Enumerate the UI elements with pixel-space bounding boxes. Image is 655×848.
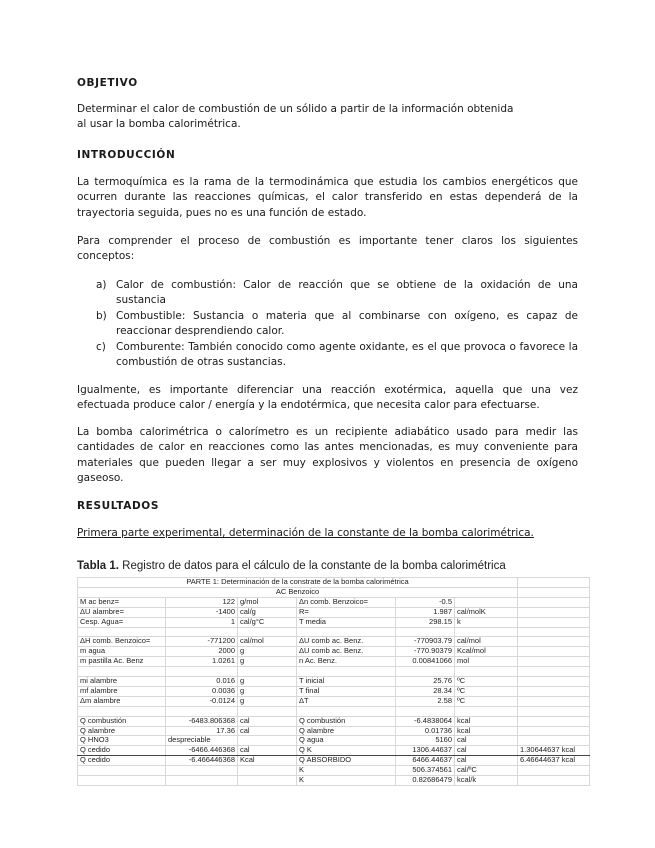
table-cell [238, 776, 297, 786]
list-item-text: Combustible: Sustancia o materia que al combinarse con oxígeno, es capaz de reaccionar desprendiendo calor. [116, 310, 578, 337]
table-row [78, 756, 590, 766]
table-cell: -1400 [166, 607, 238, 617]
table-cell [518, 627, 590, 637]
table-cell: 298.15 [396, 617, 455, 627]
table-cell [297, 667, 396, 677]
table-cell [396, 627, 455, 637]
table-row [78, 736, 590, 746]
table-cell: -6.466446368 [166, 756, 238, 766]
table-cell [78, 667, 166, 677]
table-cell [518, 776, 590, 786]
table-cell: -6.4838064 [396, 716, 455, 726]
table-cell: 0.01736 [396, 726, 455, 736]
table-cell [518, 736, 590, 746]
table-cell [518, 657, 590, 667]
table-cell: mol [455, 657, 518, 667]
table-cell: cal/g [238, 607, 297, 617]
table-cell: 506.374561 [396, 766, 455, 776]
concept-item-a [96, 278, 578, 308]
table-cell: ºC [455, 696, 518, 706]
table-cell [518, 726, 590, 736]
list-item-text: Comburente: También conocido como agente oxidante, es el que provoca o favorece la combustión de otras sustancias. [116, 341, 578, 368]
table-row [78, 667, 590, 677]
table-cell: 6466.44637 [396, 756, 455, 766]
table-cell: ΔH comb. Benzoico= [78, 637, 166, 647]
table-cell: Q cedido [78, 756, 166, 766]
list-marker: c) [96, 341, 106, 353]
table-cell: T final [297, 686, 396, 696]
table-caption [77, 560, 506, 572]
table-row [78, 657, 590, 667]
table-cell: 1.30644637 kcal [518, 746, 590, 756]
table-row [78, 706, 590, 716]
table-cell: -0.0124 [166, 696, 238, 706]
table-cell: M ac benz= [78, 597, 166, 607]
table-cell [455, 597, 518, 607]
table-row [78, 647, 590, 657]
table-cell: 28.34 [396, 686, 455, 696]
table-cell: cal [455, 746, 518, 756]
table-row [78, 716, 590, 726]
table-cell: -6466.446368 [166, 746, 238, 756]
table-row [78, 637, 590, 647]
table-cell [297, 627, 396, 637]
table-cell: cal [455, 756, 518, 766]
table-cell: Q cedido [78, 746, 166, 756]
table-cell: cal/ºC [455, 766, 518, 776]
intro-paragraph-1: La termoquímica es la rama de la termodinámica que estudia los cambios energéticos que ocurren durante las reacciones químicas, el calor transferido en estas dependerá de la trayectoria seguida, pues no es una función de estado. [77, 176, 578, 219]
table-cell: 0.82686479 [396, 776, 455, 786]
table-cell: 0.00841066 [396, 657, 455, 667]
table-cell: ºC [455, 686, 518, 696]
table-cell [166, 667, 238, 677]
table-cell [518, 647, 590, 657]
table-cell: cal [238, 746, 297, 756]
table-row [78, 776, 590, 786]
objetivo-text [77, 102, 578, 133]
table-cell [455, 706, 518, 716]
table-cell: ΔU comb ac. Benz. [297, 647, 396, 657]
table-cell: 17.36 [166, 726, 238, 736]
table-caption-label: Tabla 1. [77, 560, 119, 572]
table-cell: 5160 [396, 736, 455, 746]
table-cell [455, 627, 518, 637]
table-cell: Q agua [297, 736, 396, 746]
table-cell: ΔT [297, 696, 396, 706]
table-title-row [78, 578, 590, 588]
table-cell: -770.90379 [396, 647, 455, 657]
table-cell [78, 766, 166, 776]
table-cell: cal/molK [455, 607, 518, 617]
table-cell [166, 776, 238, 786]
table-cell [518, 677, 590, 687]
table-row [78, 607, 590, 617]
table-cell: 0.016 [166, 677, 238, 687]
table-cell: g/mol [238, 597, 297, 607]
table-cell: 1.0261 [166, 657, 238, 667]
table-cell: 1.987 [396, 607, 455, 617]
table-cell: despreciable [166, 736, 238, 746]
table-cell: g [238, 657, 297, 667]
concept-item-b [96, 309, 578, 339]
table-cell: m pastilla Ac. Benz [78, 657, 166, 667]
table-cell: ΔU comb ac. Benz. [297, 637, 396, 647]
table-cell: 6.46644637 kcal [518, 756, 590, 766]
table-cell [78, 776, 166, 786]
list-marker: a) [96, 279, 107, 291]
resultados-heading: RESULTADOS [77, 500, 159, 512]
table-cell: kcal [455, 716, 518, 726]
table-cell: K [297, 776, 396, 786]
table-cell: kcal [455, 726, 518, 736]
table-cell: g [238, 696, 297, 706]
table-cell [78, 706, 166, 716]
objetivo-line: al usar la bomba calorimétrica. [77, 118, 241, 131]
table-row [78, 686, 590, 696]
resultados-subheading: Primera parte experimental, determinación de la constante de la bomba calorimétrica. [77, 527, 534, 539]
table-row [78, 617, 590, 627]
table-cell: Q K [297, 746, 396, 756]
table-cell: Q HNO3 [78, 736, 166, 746]
table-subtitle-row [78, 587, 590, 597]
table-cell: Q alambre [297, 726, 396, 736]
table-cell: -770903.79 [396, 637, 455, 647]
table-cell: Q ABSORBIDO [297, 756, 396, 766]
table-cell [455, 667, 518, 677]
table-cell: kcal/k [455, 776, 518, 786]
table-row [78, 597, 590, 607]
objetivo-line: Determinar el calor de combustión de un sólido a partir de la información obtenida [77, 103, 514, 115]
table-cell: mf alambre [78, 686, 166, 696]
table-cell [238, 706, 297, 716]
table-cell [518, 667, 590, 677]
table-cell [396, 667, 455, 677]
table-cell [518, 706, 590, 716]
results-table [77, 577, 590, 786]
intro-paragraph-4: La bomba calorimétrica o calorímetro es un recipiente adiabático usado para medir las cantidades de calor en reacciones como las antes mencionadas, es muy conveniente para materiales que pueden llegar a ser muy explosivos y violentos en presencia de oxígeno gaseoso. [77, 426, 578, 485]
table-cell: T media [297, 617, 396, 627]
table-cell: Cesp. Agua= [78, 617, 166, 627]
table-cell: cal [238, 726, 297, 736]
table-cell [518, 617, 590, 627]
table-cell: ºC [455, 677, 518, 687]
table-cell: 2.58 [396, 696, 455, 706]
table-cell [518, 696, 590, 706]
table-cell: m agua [78, 647, 166, 657]
table-cell: T inicial [297, 677, 396, 687]
table-cell: g [238, 677, 297, 687]
table-cell [518, 716, 590, 726]
table-cell [238, 736, 297, 746]
table-cell: mi alambre [78, 677, 166, 687]
table-cell [518, 766, 590, 776]
table-body [78, 597, 590, 785]
table-cell [166, 627, 238, 637]
table-cell: ΔU alambre= [78, 607, 166, 617]
table-cell: Q combustión [78, 716, 166, 726]
table-row [78, 677, 590, 687]
table-cell: n Ac. Benz. [297, 657, 396, 667]
table-cell: -771200 [166, 637, 238, 647]
table-cell [297, 706, 396, 716]
table-cell: cal/g°C [238, 617, 297, 627]
table-cell: K [297, 766, 396, 776]
table-row [78, 746, 590, 756]
table-subtitle: AC Benzoico [78, 587, 518, 597]
table-cell: -0.5 [396, 597, 455, 607]
table-cell: 1306.44637 [396, 746, 455, 756]
list-item-text: Calor de combustión: Calor de reacción que se obtiene de la oxidación de una sustancia [116, 279, 578, 306]
table-caption-text: Registro de datos para el cálculo de la constante de la bomba calorimétrica [122, 560, 506, 572]
table-cell [518, 597, 590, 607]
table-cell [238, 667, 297, 677]
table-cell: cal/mol [238, 637, 297, 647]
list-marker: b) [96, 310, 107, 322]
table-cell [518, 637, 590, 647]
table-cell: 2000 [166, 647, 238, 657]
table-row [78, 696, 590, 706]
intro-paragraph-3: Igualmente, es importante diferenciar una reacción exotérmica, aquella que una vez efectuada produce calor / energía y la endotérmica, que necesita calor para efectuarse. [77, 384, 578, 412]
table-cell: Δm alambre [78, 696, 166, 706]
table-cell: Kcal/mol [455, 647, 518, 657]
table-cell: Q alambre [78, 726, 166, 736]
table-cell [518, 607, 590, 617]
table-cell: -6483.806368 [166, 716, 238, 726]
introduccion-heading: INTRODUCCIÓN [77, 149, 176, 161]
table-cell [518, 686, 590, 696]
table-cell: Q combustión [297, 716, 396, 726]
table-cell [166, 706, 238, 716]
table-cell: 25.76 [396, 677, 455, 687]
table-row [78, 766, 590, 776]
concept-item-c [96, 340, 578, 370]
table-cell: R= [297, 607, 396, 617]
table-cell: cal [238, 716, 297, 726]
table-cell [238, 766, 297, 776]
table-cell [166, 766, 238, 776]
intro-paragraph-2: Para comprender el proceso de combustión es importante tener claros los siguientes conceptos: [77, 235, 578, 263]
table-cell: g [238, 647, 297, 657]
table-cell: cal/mol [455, 637, 518, 647]
table-row [78, 627, 590, 637]
table-cell: 122 [166, 597, 238, 607]
table-title: PARTE 1: Determinación de la constrate de la bomba calorimétrica [78, 578, 518, 588]
table-cell: Δn comb. Benzoico= [297, 597, 396, 607]
objetivo-heading: OBJETIVO [77, 77, 138, 89]
table-cell [78, 627, 166, 637]
table-cell: cal [455, 736, 518, 746]
table-cell: 0.0036 [166, 686, 238, 696]
table-cell: Kcal [238, 756, 297, 766]
table-row [78, 726, 590, 736]
table-cell [396, 706, 455, 716]
table-cell [238, 627, 297, 637]
table-cell: k [455, 617, 518, 627]
table-cell: g [238, 686, 297, 696]
table-cell: 1 [166, 617, 238, 627]
